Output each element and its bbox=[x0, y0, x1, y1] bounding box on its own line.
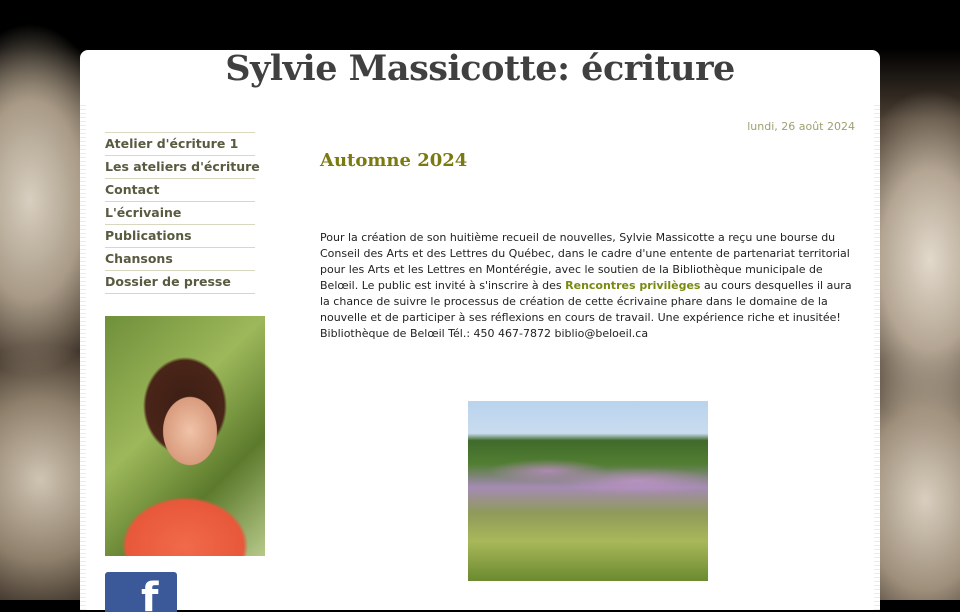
sidebar-nav bbox=[105, 132, 260, 294]
post-body bbox=[320, 230, 855, 342]
meadow-photo bbox=[468, 401, 708, 581]
sidebar-item-publications[interactable]: Publications bbox=[105, 224, 255, 247]
sidebar-item-ecrivaine[interactable]: L'écrivaine bbox=[105, 201, 255, 224]
site-title[interactable]: Sylvie Massicotte: écriture bbox=[225, 48, 735, 89]
sidebar-item-ateliers[interactable]: Les ateliers d'écriture bbox=[105, 155, 255, 178]
sidebar-item-dossier-presse[interactable]: Dossier de presse bbox=[105, 270, 255, 294]
post-text-2: au cours desquelles il aura la chance de suivre le processus de création de cette écrivaine phare dans le domaine de la nouvelle et de participer à ses réflexions en cours de travail. Une expérience riche et inusitée! Bibliothèque de Belœil Tél.: 450 467-7872 biblio@beloeil.ca bbox=[320, 279, 852, 340]
post-title[interactable]: Automne 2024 bbox=[320, 150, 468, 171]
sidebar-item-contact[interactable]: Contact bbox=[105, 178, 255, 201]
content-area bbox=[80, 102, 880, 610]
post-text-1: Pour la création de son huitième recueil de nouvelles, Sylvie Massicotte a reçu une bourse du Conseil des Arts et des Lettres du Québec, dans le cadre d'une entente de partenariat territorial pour les Arts et les Lettres en Montérégie, avec le soutien de la Bibliothèque municipale de Belœil. Le public est invité à s'inscrire à des bbox=[320, 231, 850, 292]
sidebar-item-chansons[interactable]: Chansons bbox=[105, 247, 255, 270]
facebook-glyph: f bbox=[141, 575, 159, 612]
post-date: lundi, 26 août 2024 bbox=[747, 120, 855, 133]
sidebar-item-atelier-1[interactable]: Atelier d'écriture 1 bbox=[105, 132, 255, 155]
rencontres-privileges-link[interactable]: Rencontres privilèges bbox=[565, 279, 701, 292]
facebook-icon[interactable] bbox=[105, 572, 177, 612]
author-portrait bbox=[105, 316, 265, 556]
page-container bbox=[80, 50, 880, 610]
